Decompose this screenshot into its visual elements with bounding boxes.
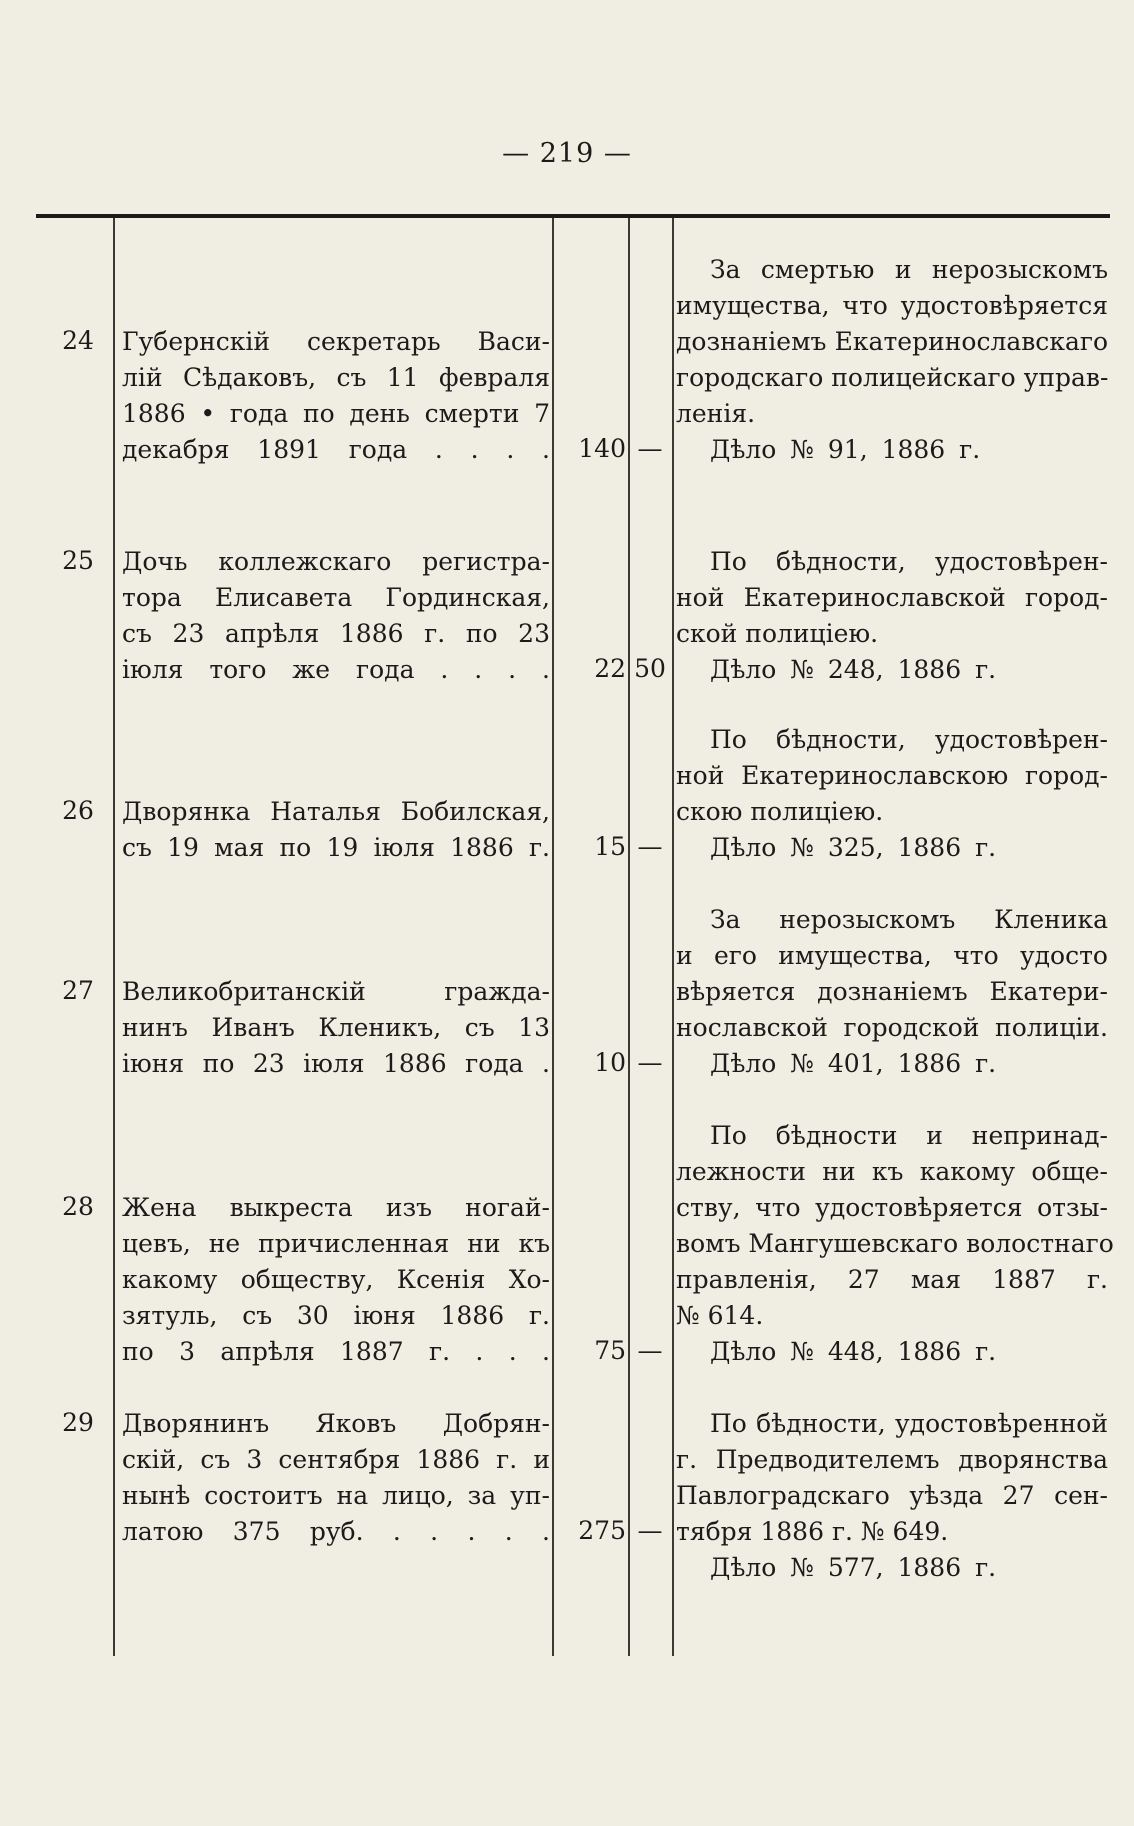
description-line: Дворянинъ Яковъ Добрян-: [122, 1409, 550, 1438]
entry-description: [122, 544, 550, 688]
entry-number: 27: [62, 976, 94, 1005]
basis-line: вѣряется дознаніемъ Екатери-: [676, 977, 1108, 1006]
basis-line: городскаго полицейскаго управ-: [676, 363, 1109, 392]
description-line: латою 375 руб. . . . . .: [122, 1517, 550, 1546]
amount-kopecks: 50: [634, 654, 666, 683]
entry-description: [122, 1406, 550, 1550]
case-reference: Дѣло № 577, 1886 г.: [710, 1553, 997, 1582]
entry-description: [122, 1190, 550, 1370]
basis-line: По бѣдности, удостовѣрен-: [710, 547, 1108, 576]
description-line: зятуль, съ 30 іюня 1886 г.: [122, 1301, 550, 1330]
basis-line: скою полиціею.: [676, 797, 884, 826]
description-line: декабря 1891 года . . . .: [122, 435, 550, 464]
entry-basis: [676, 252, 1108, 468]
case-reference: Дѣло № 325, 1886 г.: [710, 833, 997, 862]
amount-rubles: 140: [578, 434, 626, 463]
description-line: съ 23 апрѣля 1886 г. по 23: [122, 619, 550, 648]
amount-kopecks: —: [637, 434, 663, 463]
table-top-rule: [36, 214, 1110, 218]
description-line: Жена выкреста изъ ногай-: [122, 1193, 550, 1222]
amount-rubles: 10: [594, 1048, 626, 1077]
basis-line: По бѣдности и непринад-: [710, 1121, 1108, 1150]
case-reference: Дѣло № 248, 1886 г.: [710, 655, 997, 684]
basis-line: дознаніемъ Екатеринославскаго: [676, 327, 1108, 356]
basis-line: № 614.: [676, 1301, 764, 1330]
basis-line: За нерозыскомъ Кленика: [710, 905, 1108, 934]
description-line: цевъ, не причисленная ни къ: [122, 1229, 550, 1258]
description-line: нинъ Иванъ Кленикъ, съ 13: [122, 1013, 550, 1042]
description-line: какому обществу, Ксенія Хо-: [122, 1265, 550, 1294]
page-number: — 219 —: [502, 138, 632, 169]
basis-line: За смертью и нерозыскомъ: [710, 255, 1108, 284]
column-divider: [672, 218, 674, 1656]
basis-line: правленія, 27 мая 1887 г.: [676, 1265, 1108, 1294]
description-line: съ 19 мая по 19 іюля 1886 г.: [122, 833, 550, 862]
basis-line: г. Предводителемъ дворянства: [676, 1445, 1108, 1474]
description-line: Дворянка Наталья Бобилская,: [122, 797, 550, 826]
entry-description: [122, 794, 550, 866]
basis-line: ленія.: [676, 399, 756, 428]
description-line: Великобританскій гражда-: [122, 977, 550, 1006]
entry-basis: [676, 902, 1108, 1082]
description-line: скій, съ 3 сентября 1886 г. и: [122, 1445, 550, 1474]
entry-number: 29: [62, 1408, 94, 1437]
basis-line: и его имущества, что удосто: [676, 941, 1108, 970]
description-line: нынѣ состоитъ на лицо, за уп-: [122, 1481, 550, 1510]
amount-kopecks: —: [637, 1048, 663, 1077]
entry-basis: [676, 1118, 1114, 1370]
column-divider: [113, 218, 115, 1656]
amount-rubles: 275: [578, 1516, 626, 1545]
amount-rubles: 75: [594, 1336, 626, 1365]
basis-line: лежности ни къ какому обще-: [676, 1157, 1108, 1186]
description-line: по 3 апрѣля 1887 г. . . .: [122, 1337, 550, 1366]
basis-line: ной Екатеринославскою город-: [676, 761, 1108, 790]
basis-line: имущества, что удостовѣряется: [676, 291, 1108, 320]
case-reference: Дѣло № 401, 1886 г.: [710, 1049, 997, 1078]
case-reference: Дѣло № 448, 1886 г.: [710, 1337, 997, 1366]
description-line: тора Елисавета Гординская,: [122, 583, 550, 612]
description-line: Дочь коллежскаго регистра-: [122, 547, 550, 576]
basis-line: Павлоградскаго уѣзда 27 сен-: [676, 1481, 1108, 1510]
amount-kopecks: —: [637, 832, 663, 861]
entry-description: [122, 974, 550, 1082]
basis-line: ской полиціею.: [676, 619, 879, 648]
entry-number: 25: [62, 546, 94, 575]
basis-line: По бѣдности, удостовѣрен-: [710, 725, 1108, 754]
entry-basis: [676, 1406, 1108, 1586]
amount-kopecks: —: [637, 1336, 663, 1365]
column-divider: [552, 218, 554, 1656]
amount-rubles: 22: [594, 654, 626, 683]
amount-rubles: 15: [594, 832, 626, 861]
entry-basis: [676, 722, 1108, 866]
basis-line: ной Екатеринославской город-: [676, 583, 1108, 612]
case-reference: Дѣло № 91, 1886 г.: [710, 435, 981, 464]
entry-description: [122, 324, 550, 468]
description-line: лій Сѣдаковъ, съ 11 февраля: [122, 363, 550, 392]
entry-number: 26: [62, 796, 94, 825]
amount-kopecks: —: [637, 1516, 663, 1545]
entry-number: 24: [62, 326, 94, 355]
description-line: 1886 • года по день смерти 7: [122, 399, 550, 428]
description-line: іюля того же года . . . .: [122, 655, 550, 684]
entry-number: 28: [62, 1192, 94, 1221]
basis-line: вомъ Мангушевскаго волостнаго: [676, 1229, 1114, 1258]
basis-line: тября 1886 г. № 649.: [676, 1517, 949, 1546]
basis-line: нославской городской полиціи.: [676, 1013, 1108, 1042]
entry-basis: [676, 544, 1108, 688]
description-line: Губернскій секретарь Васи-: [122, 327, 550, 356]
basis-line: ству, что удостовѣряется отзы-: [676, 1193, 1108, 1222]
basis-line: По бѣдности, удостовѣренной: [710, 1409, 1108, 1438]
description-line: іюня по 23 іюля 1886 года .: [122, 1049, 550, 1078]
